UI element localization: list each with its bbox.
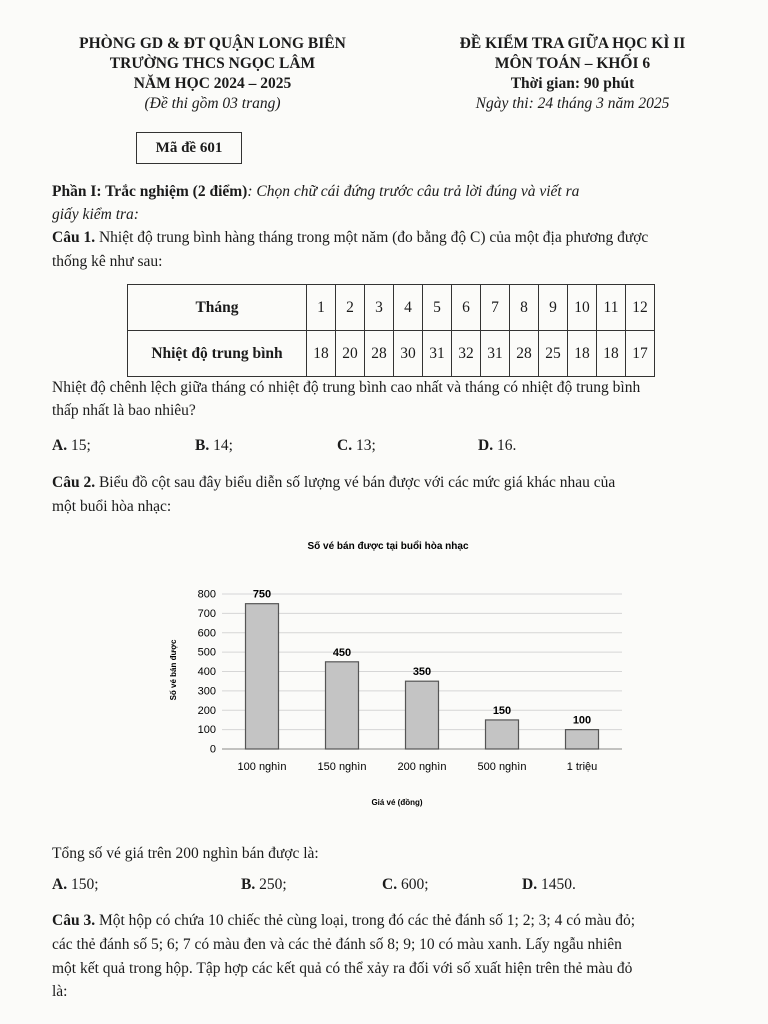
y-tick-label: 300 bbox=[197, 685, 216, 698]
bar bbox=[486, 720, 519, 749]
q2-intro: Biểu đồ cột sau đây biểu diễn số lượng vé bán được với các mức giá khác nhau của bbox=[95, 474, 616, 491]
y-tick-label: 500 bbox=[197, 646, 216, 659]
x-tick-label: 100 nghìn bbox=[237, 761, 287, 773]
chart-x-axis-label: Giá vé (đồng) bbox=[371, 798, 423, 807]
option-text: 1450. bbox=[537, 876, 576, 893]
subject: MÔN TOÁN – KHỐI 6 bbox=[494, 55, 651, 72]
q1-intro: Nhiệt độ trung bình hàng tháng trong một năm (đo bằng độ C) của một địa phương được bbox=[95, 229, 649, 246]
school-name: TRƯỜNG THCS NGỌC LÂM bbox=[109, 55, 316, 72]
table-cell: 3 bbox=[365, 285, 394, 331]
data-label: 350 bbox=[412, 666, 432, 679]
q2-options bbox=[52, 876, 752, 898]
table-row bbox=[128, 331, 655, 377]
table-cell: 11 bbox=[597, 285, 626, 331]
option-key: A. bbox=[52, 876, 68, 893]
header-left bbox=[40, 34, 385, 114]
table-cell: 28 bbox=[365, 331, 394, 377]
table-cell: 18 bbox=[597, 331, 626, 377]
exam-title: ĐỀ KIỂM TRA GIỮA HỌC KÌ II bbox=[459, 35, 686, 52]
table-header-month: Tháng bbox=[128, 285, 307, 331]
data-label: 150 bbox=[492, 704, 512, 717]
y-tick-label: 0 bbox=[209, 743, 216, 756]
option-text: 150; bbox=[67, 876, 99, 893]
q2-option-d[interactable] bbox=[522, 876, 576, 894]
x-tick-label: 500 nghìn bbox=[477, 761, 527, 773]
department-name: PHÒNG GD & ĐT QUẬN LONG BIÊN bbox=[79, 35, 346, 52]
option-key: B. bbox=[195, 437, 210, 454]
table-cell: 6 bbox=[452, 285, 481, 331]
option-key: C. bbox=[337, 437, 353, 454]
option-text: 250; bbox=[255, 876, 287, 893]
table-row bbox=[128, 285, 655, 331]
data-label: 750 bbox=[252, 588, 272, 601]
part1-title: Phần I: Trắc nghiệm (2 điểm) bbox=[52, 183, 248, 200]
table-cell: 2 bbox=[336, 285, 365, 331]
x-tick-label: 200 nghìn bbox=[397, 761, 447, 773]
option-text: 600; bbox=[397, 876, 429, 893]
table-cell: 1 bbox=[307, 285, 336, 331]
table-cell: 10 bbox=[568, 285, 597, 331]
table-cell: 7 bbox=[481, 285, 510, 331]
ticket-sales-bar-chart bbox=[160, 530, 630, 820]
table-header-temperature: Nhiệt độ trung bình bbox=[128, 331, 307, 377]
exam-date: Ngày thi: 24 tháng 3 năm 2025 bbox=[475, 95, 670, 112]
q1-options bbox=[52, 437, 752, 459]
table-cell: 25 bbox=[539, 331, 568, 377]
q1-text-line2: thống kê như sau: bbox=[52, 253, 163, 270]
q1-question: Nhiệt độ chênh lệch giữa tháng có nhiệt độ trung bình cao nhất và tháng có nhiệt độ trung bình bbox=[52, 379, 641, 396]
x-tick-label: 1 triệu bbox=[566, 761, 598, 773]
table-cell: 32 bbox=[452, 331, 481, 377]
bar bbox=[246, 604, 279, 749]
temperature-table bbox=[127, 284, 655, 377]
table-cell: 20 bbox=[336, 331, 365, 377]
q1-label: Câu 1. bbox=[52, 229, 96, 246]
bar bbox=[406, 681, 439, 749]
y-tick-label: 200 bbox=[197, 704, 216, 717]
table-cell: 31 bbox=[423, 331, 452, 377]
bar bbox=[566, 730, 599, 749]
option-text: 13; bbox=[352, 437, 376, 454]
q3-label: Câu 3. bbox=[52, 912, 96, 929]
q2-option-a[interactable] bbox=[52, 876, 99, 894]
part1-instruction-line2 bbox=[52, 204, 757, 225]
duration: Thời gian: 90 phút bbox=[510, 75, 635, 92]
option-text: 16. bbox=[493, 437, 517, 454]
data-label: 450 bbox=[332, 646, 352, 659]
y-tick-label: 600 bbox=[197, 627, 216, 640]
q2-label: Câu 2. bbox=[52, 474, 96, 491]
q3-text-line3: một kết quả trong hộp. Tập hợp các kết quả có thể xảy ra đối với số xuất hiện trên thẻ màu đỏ bbox=[52, 960, 633, 977]
q2-option-c[interactable] bbox=[382, 876, 429, 894]
q3-text-line4: là: bbox=[52, 983, 68, 1000]
table-cell: 4 bbox=[394, 285, 423, 331]
q3-intro: Một hộp có chứa 10 chiếc thẻ cùng loại, trong đó các thẻ đánh số 1; 2; 3; 4 có màu đỏ; bbox=[95, 912, 636, 929]
table-cell: 9 bbox=[539, 285, 568, 331]
q3-text bbox=[52, 910, 757, 931]
q3-text-line2: các thẻ đánh số 5; 6; 7 có màu đen và các thẻ đánh số 8; 9; 10 có màu xanh. Lấy ngẫu nhiên bbox=[52, 936, 622, 953]
y-tick-label: 700 bbox=[197, 607, 216, 620]
option-text: 15; bbox=[67, 437, 91, 454]
table-cell: 5 bbox=[423, 285, 452, 331]
table-cell: 12 bbox=[626, 285, 655, 331]
part1-instruction: : Chọn chữ cái đứng trước câu trả lời đúng và viết ra bbox=[247, 183, 580, 200]
y-tick-label: 800 bbox=[197, 588, 216, 601]
table-cell: 18 bbox=[568, 331, 597, 377]
table-cell: 28 bbox=[510, 331, 539, 377]
q2-text-line2: một buổi hòa nhạc: bbox=[52, 498, 172, 515]
chart-y-axis-label: Số vé bán được bbox=[169, 639, 178, 701]
x-tick-label: 150 nghìn bbox=[317, 761, 367, 773]
option-key: C. bbox=[382, 876, 398, 893]
option-key: B. bbox=[241, 876, 256, 893]
table-cell: 18 bbox=[307, 331, 336, 377]
q1-question-line2: thấp nhất là bao nhiêu? bbox=[52, 402, 196, 419]
q1-option-a[interactable] bbox=[52, 437, 91, 455]
school-year: NĂM HỌC 2024 – 2025 bbox=[133, 75, 292, 92]
y-tick-label: 400 bbox=[197, 666, 216, 678]
table-cell: 17 bbox=[626, 331, 655, 377]
q1-option-d[interactable] bbox=[478, 437, 516, 455]
page-count-note: (Đề thi gồm 03 trang) bbox=[144, 95, 281, 112]
chart-title: Số vé bán được tại buổi hòa nhạc bbox=[307, 541, 469, 552]
q2-option-b[interactable] bbox=[241, 876, 287, 894]
q1-option-b[interactable] bbox=[195, 437, 233, 455]
option-text: 14; bbox=[209, 437, 233, 454]
q1-option-c[interactable] bbox=[337, 437, 376, 455]
option-key: A. bbox=[52, 437, 68, 454]
part1-heading bbox=[52, 181, 757, 202]
q2-question: Tổng số vé giá trên 200 nghìn bán được là: bbox=[52, 845, 319, 862]
option-key: D. bbox=[478, 437, 494, 454]
q1-text bbox=[52, 227, 757, 248]
table-cell: 31 bbox=[481, 331, 510, 377]
exam-code: Mã đề 601 bbox=[136, 132, 242, 164]
option-key: D. bbox=[522, 876, 538, 893]
data-label: 100 bbox=[572, 714, 592, 727]
table-cell: 30 bbox=[394, 331, 423, 377]
bar bbox=[326, 662, 359, 749]
part1-instruction-cont: giấy kiểm tra: bbox=[52, 206, 139, 223]
table-cell: 8 bbox=[510, 285, 539, 331]
header-right bbox=[400, 34, 745, 114]
q2-text bbox=[52, 472, 757, 493]
y-tick-label: 100 bbox=[197, 724, 216, 737]
